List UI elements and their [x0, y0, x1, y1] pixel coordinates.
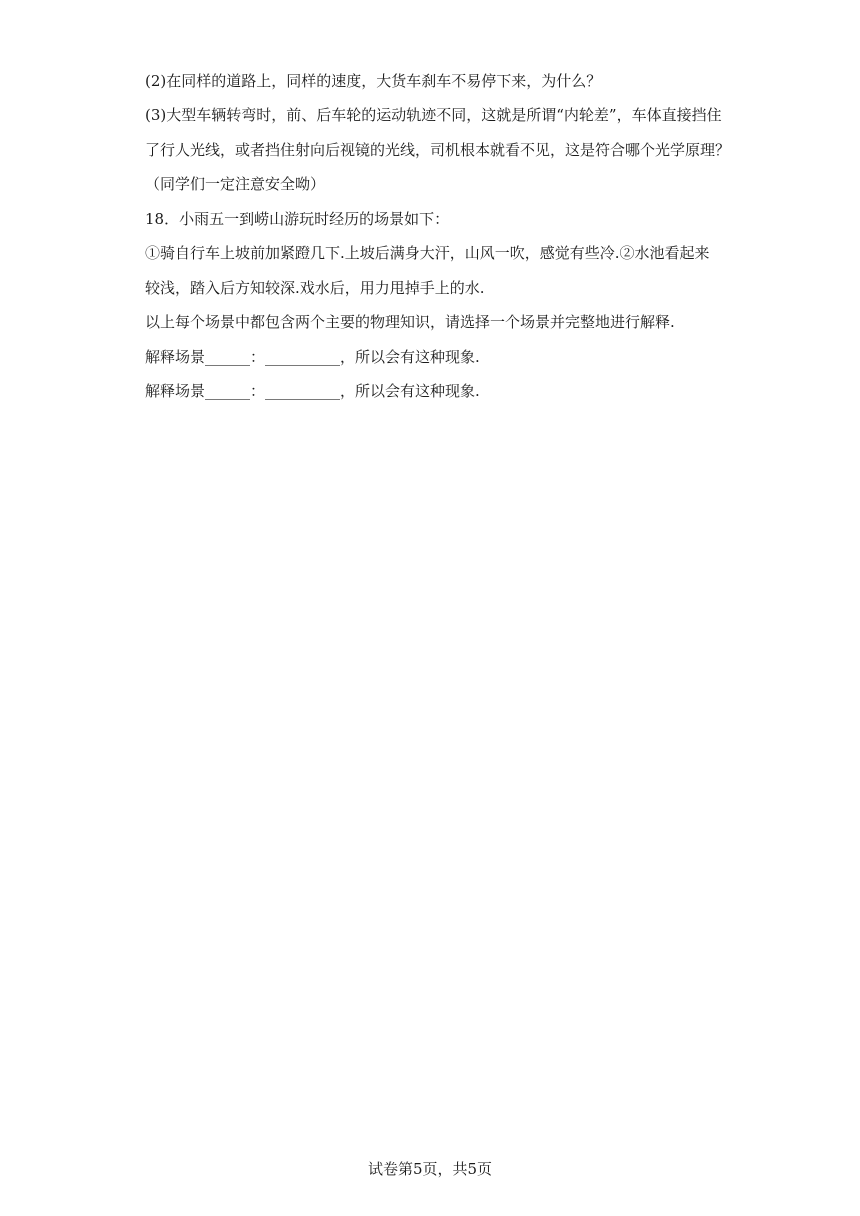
- answer-blank-line-1: 解释场景______：__________，所以会有这种现象.: [145, 348, 480, 366]
- page-footer: 试卷第5页，共5页: [367, 1160, 493, 1178]
- question-18-stem: 18．小雨五一到崂山游玩时经历的场景如下：: [145, 210, 450, 228]
- question-17-part-3-line-1: (3)大型车辆转弯时，前、后车轮的运动轨迹不同，这就是所谓“内轮差”，车体直接挡住: [145, 106, 722, 124]
- question-18-scene-line-1: ①骑自行车上坡前加紧蹬几下.上坡后满身大汗，山风一吹，感觉有些冷.②水池看起来: [145, 244, 710, 262]
- question-17-part-3-line-2: 了行人光线，或者挡住射向后视镜的光线，司机根本就看不见，这是符合哪个光学原理？: [145, 141, 731, 159]
- question-18-scene-line-2: 较浅，踏入后方知较深.戏水后，用力甩掉手上的水.: [145, 279, 485, 297]
- answer-blank-line-2: 解释场景______：__________，所以会有这种现象.: [145, 382, 480, 400]
- question-18-instruction: 以上每个场景中都包含两个主要的物理知识，请选择一个场景并完整地进行解释.: [145, 313, 675, 331]
- question-17-part-2: (2)在同样的道路上，同样的速度，大货车刹车不易停下来，为什么？: [145, 72, 602, 90]
- question-17-note: （同学们一定注意安全呦）: [145, 175, 326, 193]
